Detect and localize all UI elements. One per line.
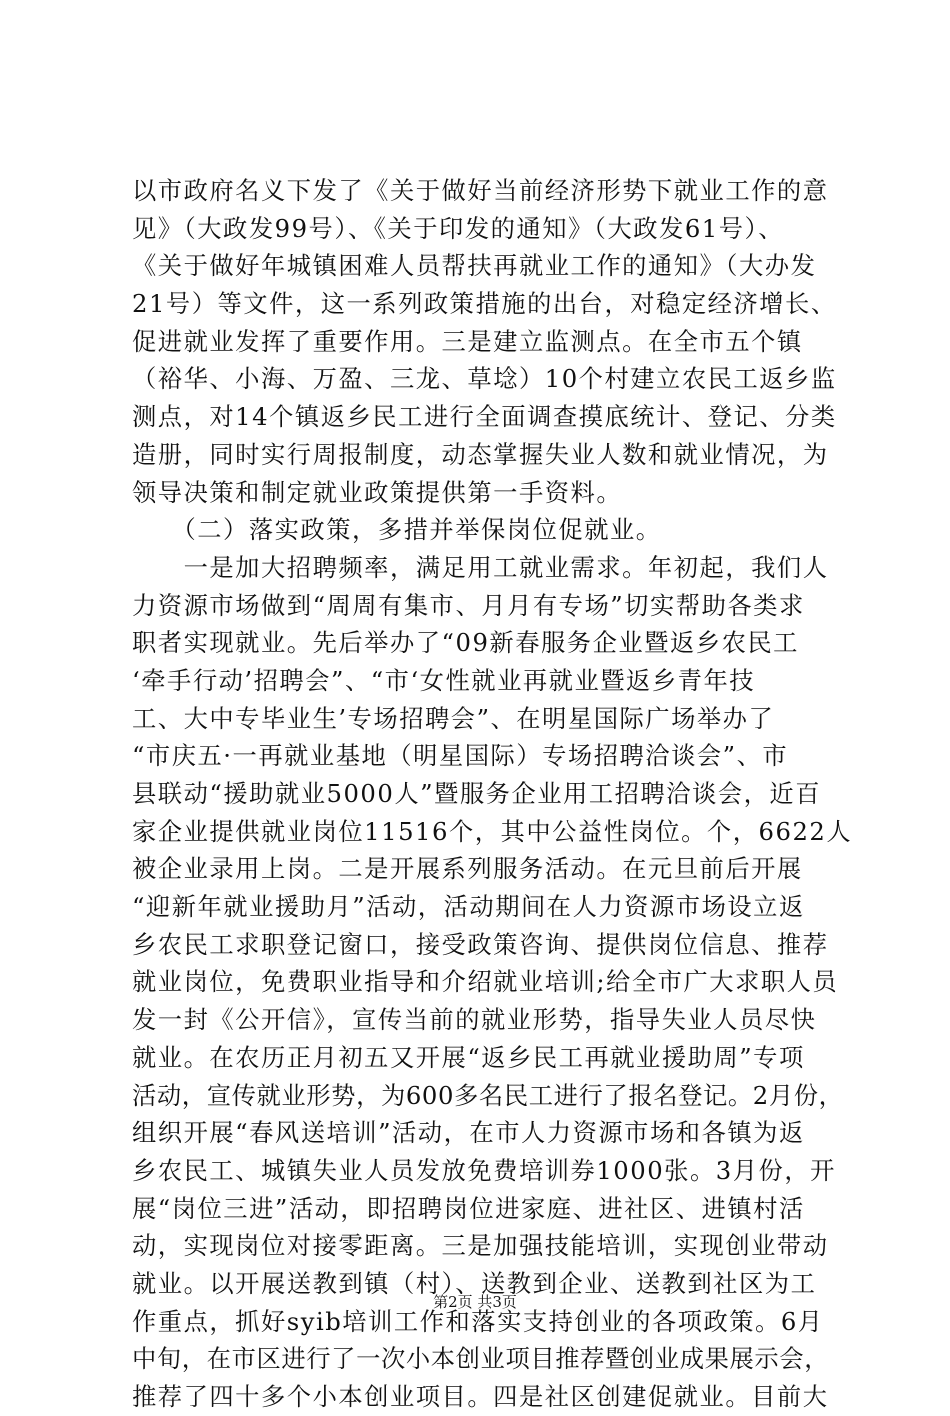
- text-line: 以市政府名义下发了《关于做好当前经济形势下就业工作的意: [132, 176, 829, 205]
- text-line: 《关于做好年城镇困难人员帮扶再就业工作的通知》（大办发: [132, 251, 817, 281]
- text-line: （二）落实政策，多措并举保岗位促就业。: [132, 515, 662, 545]
- text-line: 就业岗位，免费职业指导和介绍就业培训;给全市广大求职人员: [132, 967, 839, 997]
- text-line: 家企业提供就业岗位11516个，其中公益性岗位。个，6622人: [132, 816, 853, 846]
- text-line: 发一封《公开信》，宣传当前的就业形势，指导失业人员尽快: [132, 1005, 817, 1035]
- text-line: 被企业录用上岗。二是开展系列服务活动。在元旦前后开展: [132, 854, 803, 884]
- text-line: ‘牵手行动’招聘会”、“市‘女性就业再就业暨返乡青年技: [132, 665, 756, 695]
- text-line: 乡农民工求职登记窗口，接受政策咨询、提供岗位信息、推荐: [132, 929, 829, 959]
- text-line: 就业。以开展送教到镇（村）、送教到企业、送教到社区为工: [132, 1268, 817, 1298]
- text-line: 乡农民工、城镇失业人员发放免费培训券1000张。3月份，开: [132, 1155, 836, 1185]
- text-line: 就业。在农历正月初五又开展“返乡民工再就业援助周”专项: [132, 1042, 805, 1072]
- text-line: 职者实现就业。先后举办了“09新春服务企业暨返乡农民工: [132, 628, 799, 658]
- text-line: “迎新年就业援助月”活动，活动期间在人力资源市场设立返: [132, 892, 805, 922]
- text-line: 力资源市场做到“周周有集市、月月有专场”切实帮助各类求: [132, 590, 805, 620]
- text-line: 工、大中专毕业生’专场招聘会”、在明星国际广场举办了: [132, 703, 775, 733]
- text-line: 组织开展“春风送培训”活动，在市人力资源市场和各镇为返: [132, 1118, 805, 1148]
- text-line: 动，实现岗位对接零距离。三是加强技能培训，实现创业带动: [132, 1231, 829, 1261]
- text-line: 展“岗位三进”活动，即招聘岗位进家庭、进社区、进镇村活: [132, 1193, 805, 1223]
- text-line: （裕华、小海、万盈、三龙、草埝）10个村建立农民工返乡监: [132, 364, 837, 394]
- text-line: 测点，对14个镇返乡民工进行全面调查摸底统计、登记、分类: [132, 402, 837, 432]
- text-line: 活动，宣传就业形势，为600多名民工进行了报名登记。2月份，: [132, 1080, 844, 1110]
- text-line: 造册，同时实行周报制度，动态掌握失业人数和就业情况，为: [132, 439, 829, 469]
- text-line: 作重点，抓好syib培训工作和落实支持创业的各项政策。6月: [132, 1306, 824, 1336]
- text-line: 21号）等文件，这一系列政策措施的出台，对稳定经济增长、: [132, 289, 837, 319]
- text-line: 促进就业发挥了重要作用。三是建立监测点。在全市五个镇: [132, 326, 803, 356]
- text-line: “市庆五·一再就业基地（明星国际）专场招聘洽谈会”、市: [132, 741, 789, 771]
- document-body: [132, 172, 853, 1416]
- text-line: 县联动“援助就业5000人”暨服务企业用工招聘洽谈会，近百: [132, 779, 822, 808]
- page-footer: 第2页 共3页: [433, 1293, 517, 1311]
- text-line: 领导决策和制定就业政策提供第一手资料。: [132, 477, 623, 507]
- text-line: 推荐了四十多个小本创业项目。四是社区创建促就业。目前大: [132, 1382, 829, 1411]
- text-line: 见》（大政发99号）、《关于印发的通知》（大政发61号）、: [132, 213, 785, 243]
- text-line: 一是加大招聘频率，满足用工就业需求。年初起，我们人: [132, 552, 829, 582]
- text-line: 中旬，在市区进行了一次小本创业项目推荐暨创业成果展示会，: [132, 1344, 830, 1374]
